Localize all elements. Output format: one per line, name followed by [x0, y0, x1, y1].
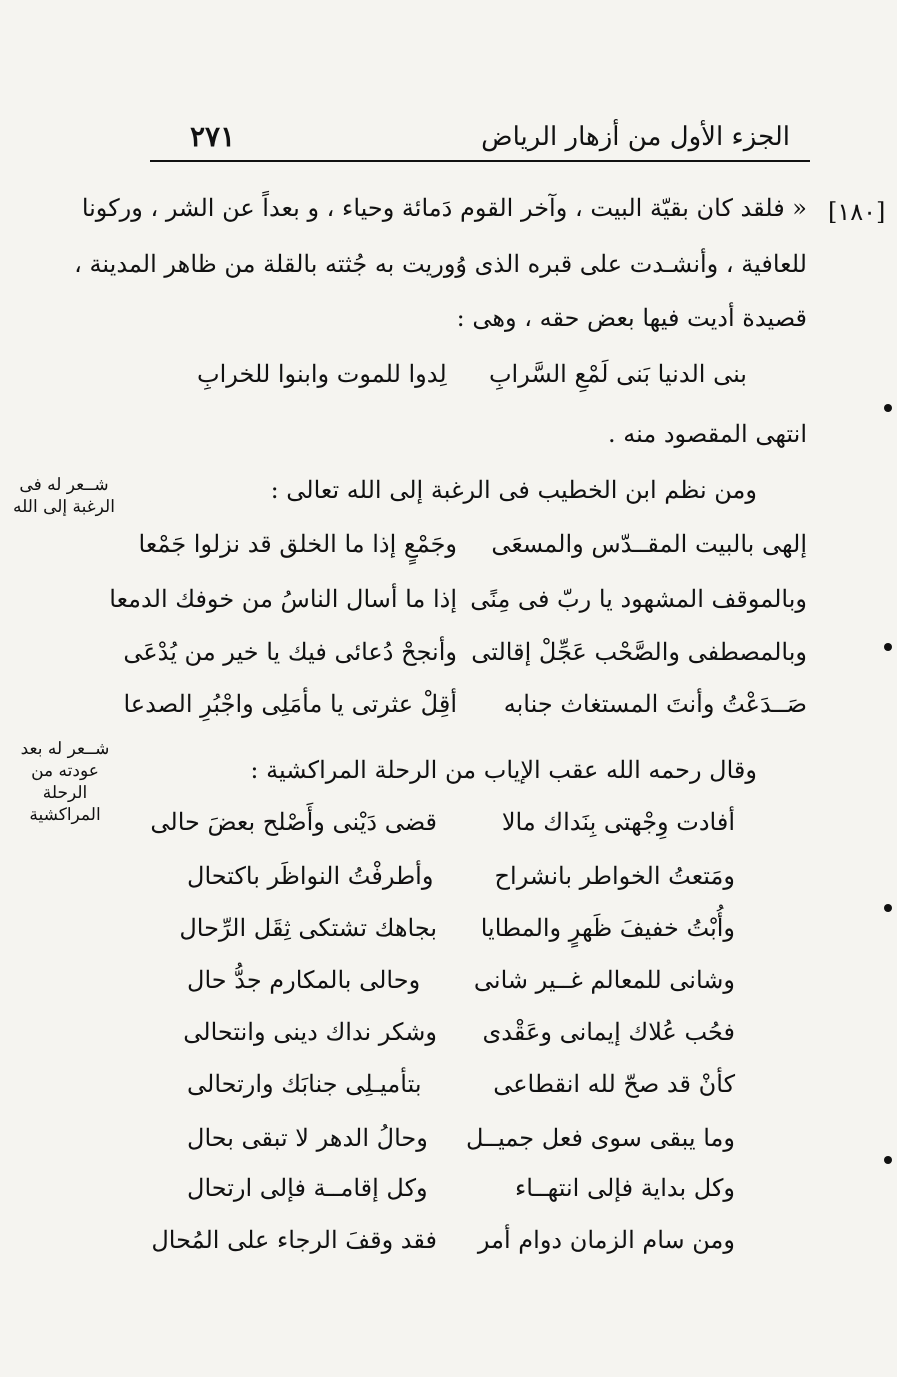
- verse-hemistich-first: وبالموقف المشهود يا ربّ فى مِنًى: [470, 585, 807, 613]
- verse-hemistich-second: فقد وقفَ الرجاء على المُحال: [151, 1226, 437, 1254]
- verse-hemistich-second: وحالُ الدهر لا تبقى بحال: [187, 1124, 428, 1152]
- poem-intro: ومن نظم ابن الخطيب فى الرغبة إلى الله تعالى :: [270, 476, 757, 504]
- verse-line: [147, 1226, 807, 1266]
- poem-intro: وقال رحمه الله عقب الإياب من الرحلة المراكشية :: [250, 756, 757, 784]
- verse-line: [147, 862, 807, 902]
- verse-line: [147, 966, 807, 1006]
- margin-note: شــعر له بعد عودته من الرحلة المراكشية: [20, 739, 110, 825]
- verse-line: [123, 690, 807, 730]
- verse-line: [147, 1174, 807, 1214]
- margin-dot: [884, 643, 892, 651]
- verse-hemistich-second: وكل إقامــة فإلى ارتحال: [187, 1174, 428, 1202]
- verse-hemistich-first: بنى الدنيا بَنى لَمْعِ السَّرابِ: [488, 360, 747, 388]
- verse-hemistich-second: لِدوا للموت وابنوا للخرابِ: [197, 360, 447, 388]
- prose-line: انتهى المقصود منه .: [607, 420, 807, 448]
- verse-hemistich-second: وحالى بالمكارم جدُّ حال: [187, 966, 421, 994]
- margin-dot: [884, 404, 892, 412]
- verse-line: [123, 638, 807, 678]
- margin-note: شــعر له فى الرغبة إلى الله: [13, 475, 115, 517]
- margin-dot: [884, 904, 892, 912]
- verse-hemistich-first: ومَتعتُ الخواطر بانشراح: [494, 862, 735, 890]
- verse-hemistich-first: كأنْ قد صحّ لله انقطاعى: [493, 1070, 735, 1098]
- verse-hemistich-first: أفادت وِجْهتى بِنَداك مالا: [501, 808, 735, 836]
- verse-line: [147, 808, 807, 848]
- verse-hemistich-second: وجَمْعٍ إذا ما الخلق قد نزلوا جَمْعا: [138, 530, 457, 558]
- verse-line: [109, 585, 807, 625]
- verse-hemistich-first: وأُبْتُ خفيفَ ظَهرٍ والمطايا: [480, 914, 735, 942]
- verse-hemistich-second: إذا ما أسال الناسُ من خوفك الدمعا: [109, 585, 457, 613]
- prose-line: « فلقد كان بقيّة البيت ، وآخر القوم دَمائة وحياء ، و بعداً عن الشر ، وركونا: [81, 194, 807, 222]
- verse-hemistich-first: وشانى للمعالم غــير شانى: [473, 966, 735, 994]
- verse-line: [147, 360, 807, 400]
- verse-hemistich-first: ومن سام الزمان دوام أمر: [477, 1226, 735, 1254]
- verse-hemistich-first: وبالمصطفى والصَّحْب عَجِّلْ إقالتى: [471, 638, 807, 666]
- prose-line: قصيدة أديت فيها بعض حقه ، وهى :: [456, 304, 807, 332]
- verse-line: [147, 1070, 807, 1110]
- verse-hemistich-first: وما يبقى سوى فعل جميــل: [465, 1124, 735, 1152]
- verse-line: [147, 914, 807, 954]
- verse-hemistich-second: وشكر نداك دينى وانتحالى: [183, 1018, 437, 1046]
- running-header: [150, 118, 810, 162]
- verse-hemistich-first: إلهى بالبيت المقــدّس والمسعَى: [491, 530, 807, 558]
- verse-hemistich-first: فحُب عُلاك إيمانى وعَقْدى: [482, 1018, 735, 1046]
- margin-dot: [884, 1156, 892, 1164]
- verse-hemistich-first: وكل بداية فإلى انتهــاء: [515, 1174, 735, 1202]
- verse-line: [147, 1124, 807, 1164]
- verse-hemistich-second: بجاهك تشتكى ثِقَل الرِّحال: [179, 914, 437, 942]
- verse-hemistich-second: بتأميـلِى جنابَك وارتحالى: [187, 1070, 422, 1098]
- folio-marker: [١٨٠]: [828, 198, 886, 226]
- verse-hemistich-second: وأطرفْتُ النواظَر باكتحال: [187, 862, 434, 890]
- page-number: ٢٧١: [190, 120, 236, 153]
- verse-hemistich-second: قضى دَيْنى وأَصْلح بعضَ حالى: [150, 808, 437, 836]
- header-title: الجزء الأول من أزهار الرياض: [481, 122, 790, 152]
- verse-hemistich-second: أقِلْ عثرتى يا مأمَلِى واجْبُرِ الصدعا: [123, 690, 457, 718]
- verse-line: [147, 1018, 807, 1058]
- prose-line: للعافية ، وأنشـدت على قبره الذى وُوريت به جُثته بالقلة من ظاهر المدينة ،: [74, 250, 807, 278]
- verse-line: [138, 530, 807, 570]
- verse-hemistich-second: وأنجحْ دُعائى فيك يا خير من يُدْعَى: [123, 638, 457, 666]
- verse-hemistich-first: صَــدَعْتُ وأنتَ المستغاث جنابه: [503, 690, 807, 718]
